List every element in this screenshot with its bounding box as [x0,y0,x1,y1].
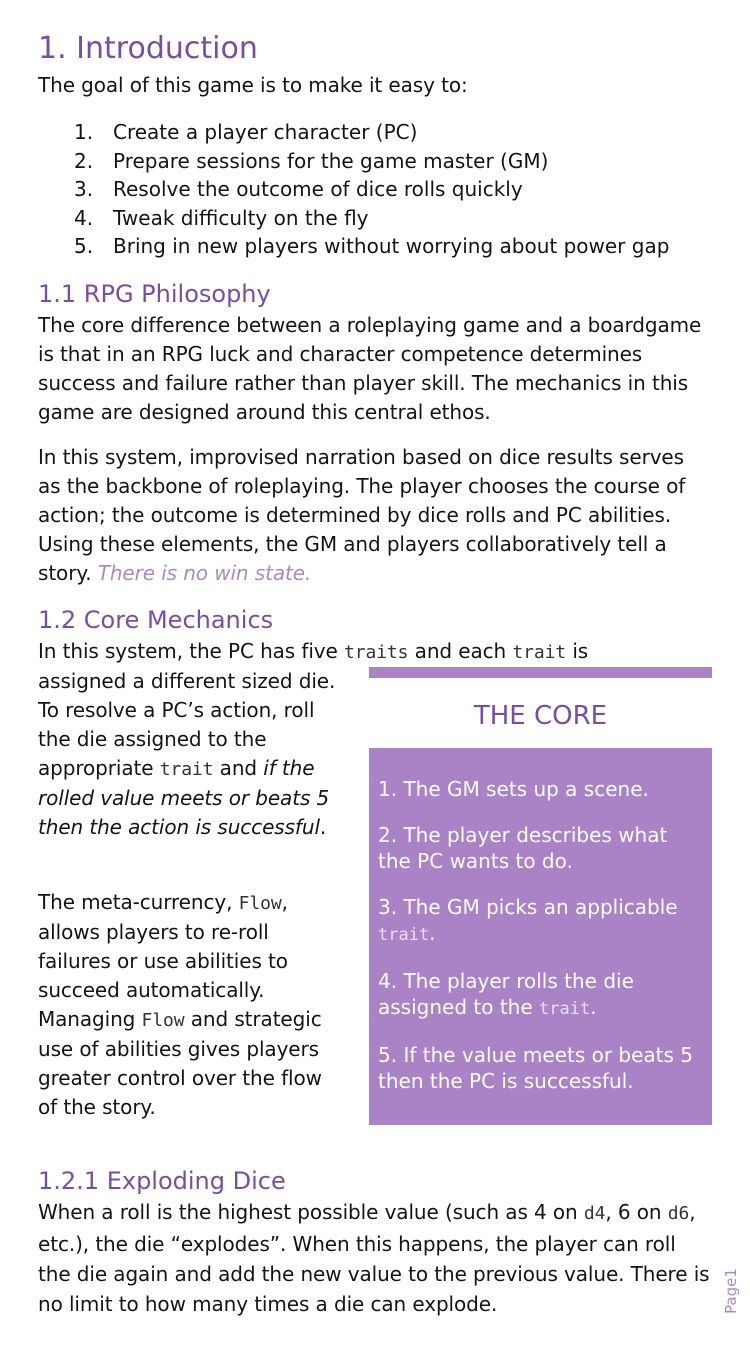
intro-lead: The goal of this game is to make it easy to: [38,73,468,97]
list-item: 1. Create a player character (PC) [74,120,418,144]
core-step-2: 2. The player describes what the PC wants to do. [378,823,668,873]
exploding-dice-heading: 1.2.1 Exploding Dice [38,1167,286,1195]
list-item: 4. Tweak difficulty on the fly [74,205,369,230]
intro-heading: 1. Introduction [38,31,258,66]
sidebar-body [369,748,712,1125]
list-item: 3. Resolve the outcome of dice rolls quickly [74,177,523,201]
philosophy-paragraph-2: In this system, improvised narration based on dice results serves as the backbone of roleplaying. The player chooses the course of action; the outcome is determined by dice rolls and PC abilities. Using these elements, the GM and players collaboratively tell a story. There is no win state. [38,445,686,585]
the-core-sidebar [369,667,712,1125]
philosophy-paragraph-1: The core difference between a roleplaying game and a boardgame is that in an RPG luck and character competence determines success and failure rather than player skill. The mechanics in this game are designed around this central ethos. [38,313,702,424]
sidebar-top-bar [369,667,712,678]
page-number-label: Page1 [722,1268,740,1314]
core-mechanics-paragraph-1: assigned a different sized die. To resolve a PC’s action, roll the die assigned to the appropriate trait and if the rolled value meets or beats 5 then the action is successful. [38,669,336,839]
win-state-note: There is no win state. [97,561,312,585]
core-mechanics-intro-line: In this system, the PC has five traits and each trait is [38,639,589,663]
core-step-4: 4. The player rolls the die assigned to the trait. [378,969,634,1019]
core-step-3: 3. The GM picks an applicable trait. [378,895,678,945]
core-mechanics-paragraph-2: The meta-currency, Flow, allows players to re-roll failures or use abilities to succeed automatically. Managing Flow and strategic use of abilities gives players greater control over the flow of the story. [38,890,322,1119]
core-step-5: 5. If the value meets or beats 5 then the PC is successful. [378,1043,694,1093]
core-step-1: 1. The GM sets up a scene. [378,777,649,801]
philosophy-heading: 1.1 RPG Philosophy [38,280,271,308]
list-item: 5. Bring in new players without worrying about power gap [74,234,670,258]
list-item: 2. Prepare sessions for the game master (GM) [74,148,549,173]
exploding-dice-paragraph: When a roll is the highest possible value (such as 4 on d4, 6 on d6, etc.), the die “explodes”. When this happens, the player can roll the die again and add the new value to the previous value. There is no limit to how many times a die can explode. [38,1200,710,1316]
core-mechanics-heading: 1.2 Core Mechanics [38,606,274,634]
goals-list [74,118,669,261]
sidebar-title: THE CORE [473,701,608,731]
